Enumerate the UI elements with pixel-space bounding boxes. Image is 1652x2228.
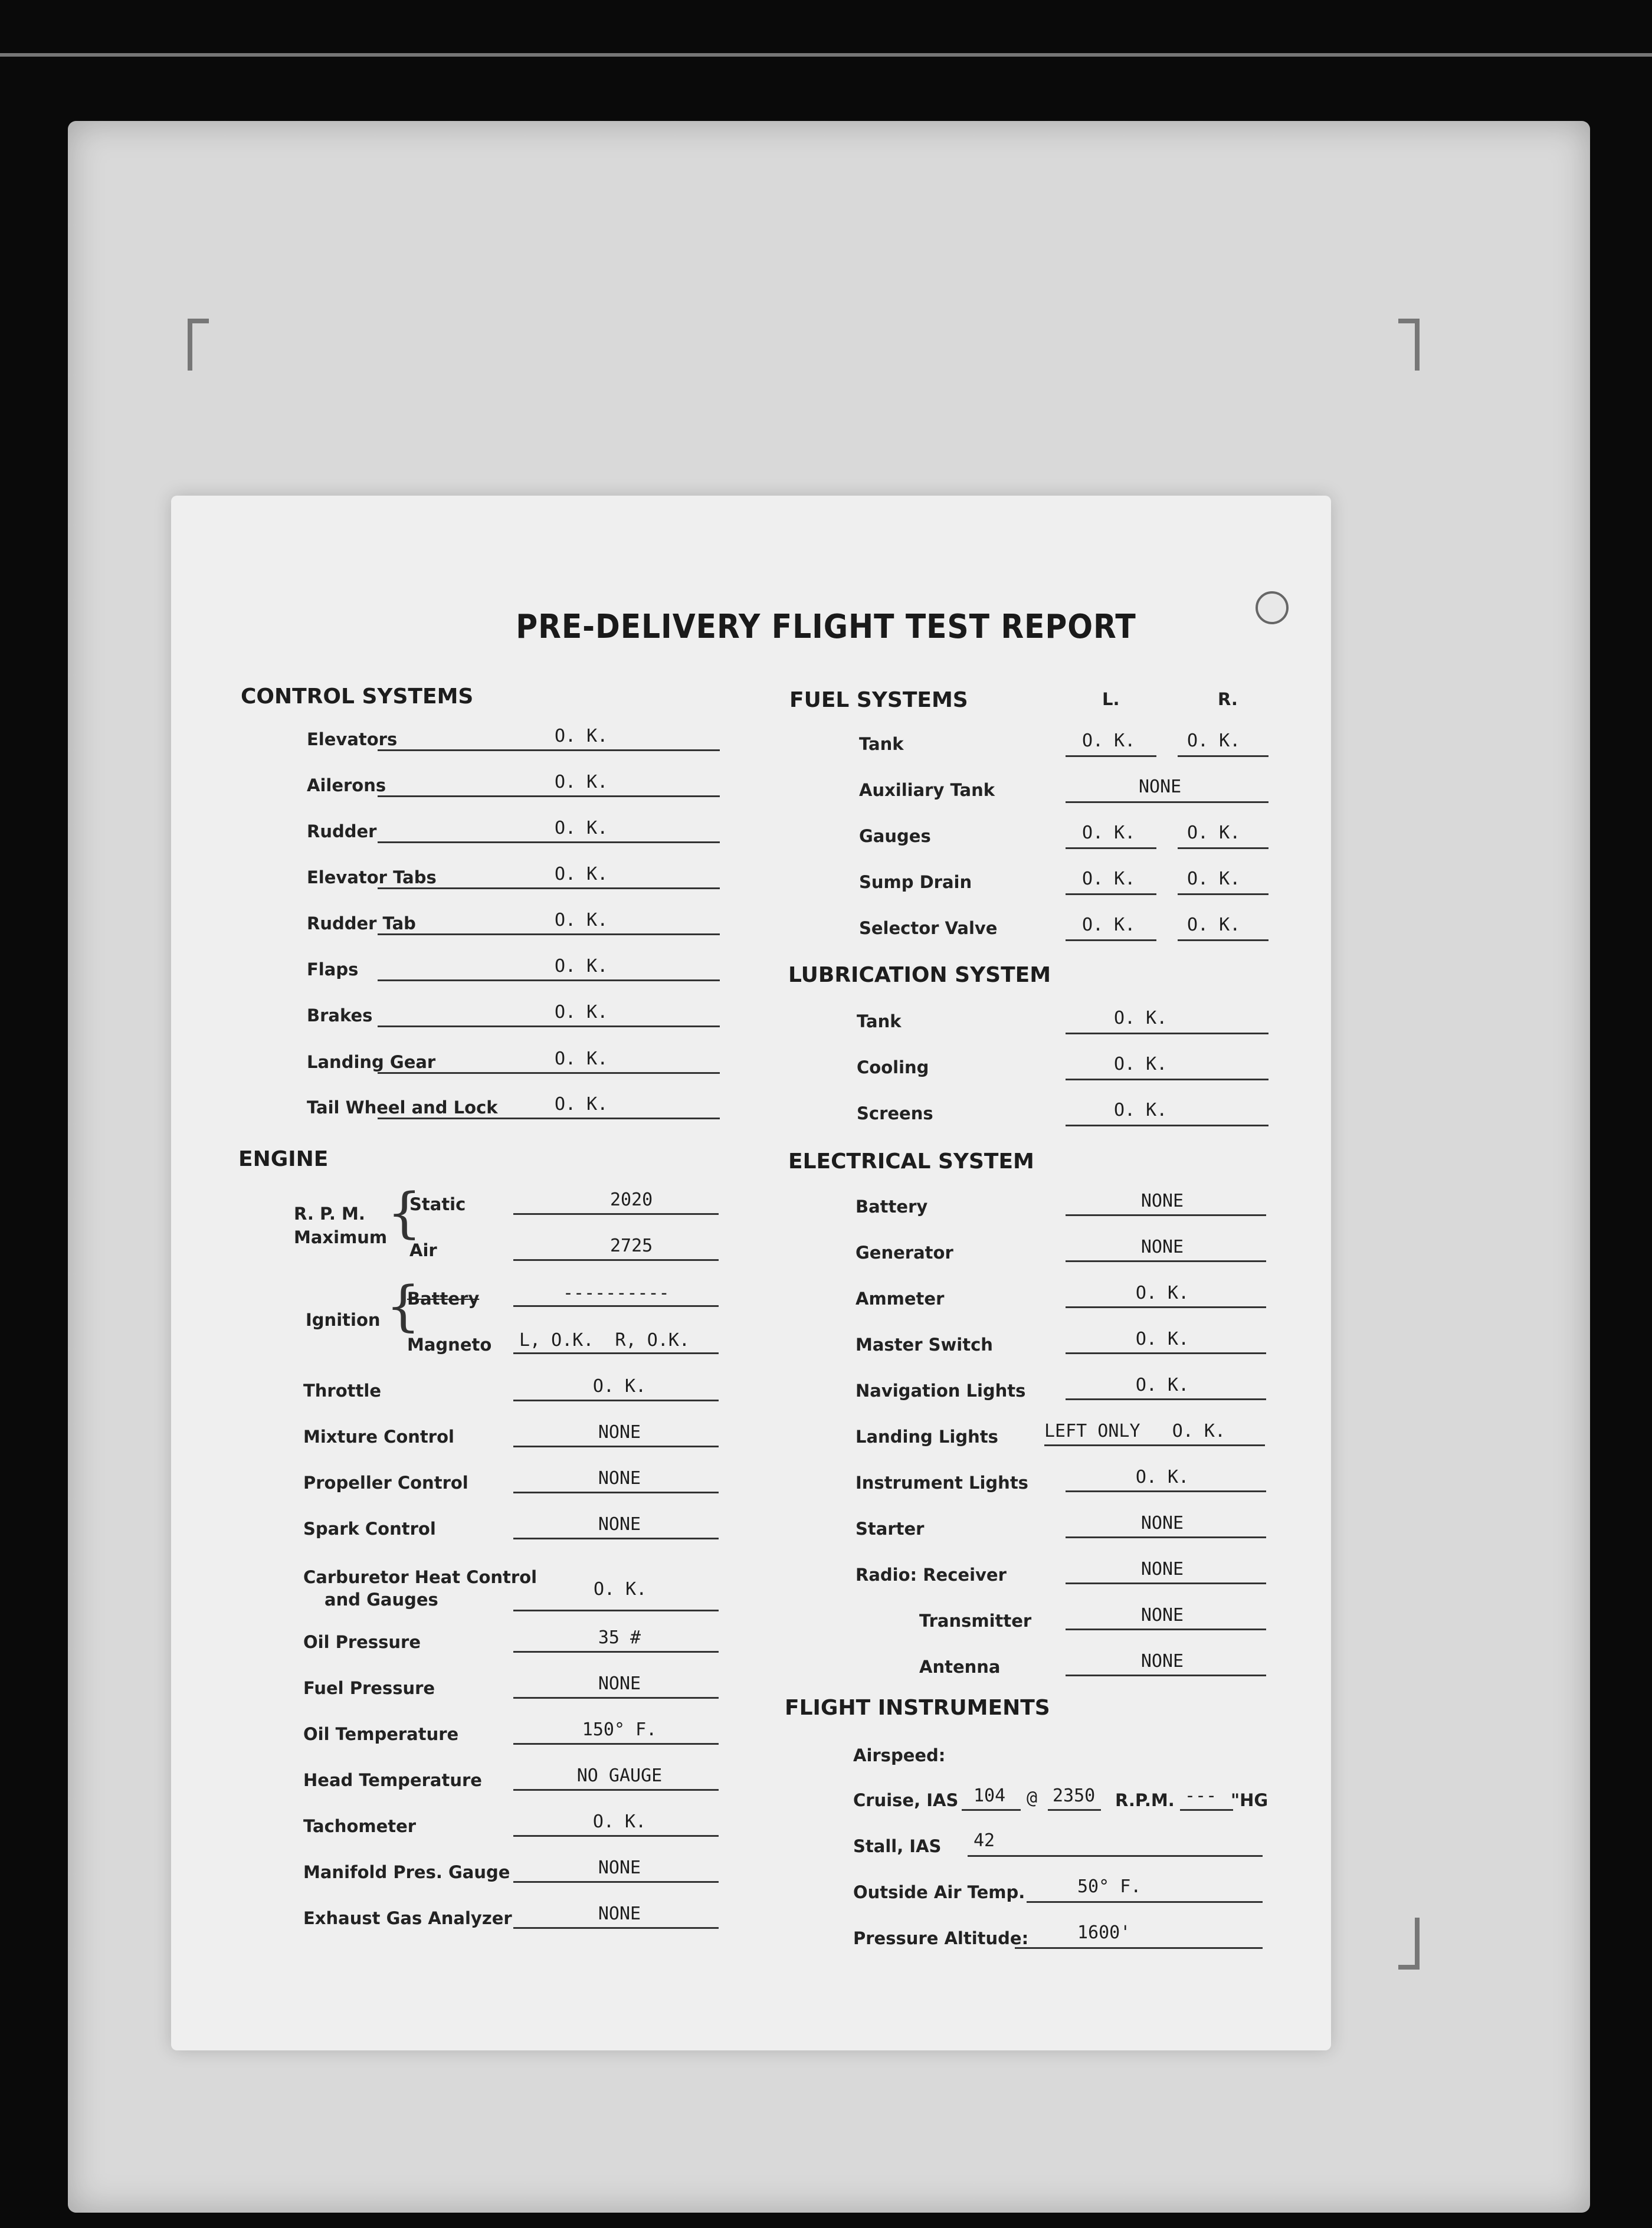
fill-in-line [513,1881,719,1883]
field-label: Tail Wheel and Lock [307,1097,498,1118]
fill-in-line [1066,1306,1266,1308]
section-heading: FUEL SYSTEMS [789,688,968,712]
fill-in-line [513,1697,719,1699]
field-value: NO GAUGE [576,1765,663,1786]
field-value: 1600' [1077,1922,1131,1943]
section-heading: ELECTRICAL SYSTEM [788,1149,1034,1174]
field-value: 2020 [610,1190,653,1210]
fill-in-line [513,1835,719,1837]
field-value: O. K. [555,1094,608,1115]
field-value: O. K. [555,956,608,977]
field-value: O. K. [555,772,608,792]
fill-in-line [378,1072,720,1074]
field-value: O. K. [1114,1008,1168,1028]
field-value: O. K. [1135,1283,1189,1303]
field-label: Fuel Pressure [303,1678,435,1698]
field-label: Sump Drain [859,872,972,892]
field-label: "HG [1231,1790,1268,1810]
field-label: Gauges [859,826,931,846]
field-label: Selector Valve [859,918,998,938]
field-label: Battery [407,1289,480,1309]
field-value: O. K. [555,726,608,746]
field-label: Exhaust Gas Analyzer [303,1908,512,1928]
fill-in-line [513,1446,719,1447]
corner-bracket [1398,1918,1420,1970]
field-value: 35 # [598,1627,641,1648]
fill-in-line [1066,847,1156,849]
field-label: Tank [857,1011,902,1031]
field-value: --- [1185,1785,1217,1806]
field-value: O. K. [1082,730,1136,751]
column-header: R. [1218,689,1238,709]
fill-in-line [1066,1675,1266,1676]
field-label: Auxiliary Tank [859,780,995,800]
fill-in-line [1066,1125,1268,1126]
fill-in-line [1027,1901,1263,1903]
fill-in-line [968,1855,1263,1857]
field-value: NONE [1139,776,1182,797]
field-value: NONE [1140,1605,1184,1626]
section-heading: ENGINE [238,1147,329,1171]
fill-in-line [378,1025,720,1027]
field-label: Radio: Receiver [856,1565,1007,1585]
field-value: O. K. [1135,1329,1189,1349]
fill-in-line [1178,939,1268,941]
field-label: Oil Temperature [303,1724,459,1744]
field-value: L, O.K. R, O.K. [519,1330,690,1351]
field-value: @ [1027,1788,1038,1808]
field-label: Brakes [307,1005,373,1025]
field-value: NONE [598,1468,641,1489]
field-label: Landing Lights [856,1427,998,1447]
fill-in-line [1015,1947,1263,1949]
field-value: NONE [598,1673,641,1694]
fill-in-line [1066,1214,1266,1216]
fill-in-line [1066,1079,1268,1080]
fill-in-line [1066,1260,1266,1262]
fill-in-line [1066,755,1156,757]
field-value: O. K. [555,818,608,838]
field-value: NONE [1140,1513,1184,1534]
field-label: Master Switch [856,1335,993,1355]
fill-in-line [378,749,720,751]
field-label: Cooling [857,1057,929,1077]
field-value: O. K. [594,1579,647,1600]
field-value: 50° F. [1077,1876,1142,1897]
field-value: O. K. [555,864,608,884]
fill-in-line [1066,1536,1266,1538]
field-label: Tank [859,734,904,754]
field-value: O. K. [555,1002,608,1023]
field-label: Maximum [294,1227,388,1247]
field-label: Propeller Control [303,1473,468,1493]
fill-in-line [378,795,720,797]
field-value: 2350 [1053,1785,1096,1806]
field-value: O. K. [555,1049,608,1069]
field-value: 104 [974,1785,1006,1806]
field-value: O. K. [1187,869,1241,889]
fill-in-line [378,933,720,935]
field-label: Stall, IAS [853,1836,942,1856]
field-label: Static [409,1194,466,1214]
field-label: R.P.M. [1115,1790,1175,1810]
column-header: L. [1102,689,1120,709]
fill-in-line [1066,1582,1266,1584]
fill-in-line [513,1789,719,1791]
section-heading: CONTROL SYSTEMS [241,684,474,709]
fill-in-line [1066,1352,1266,1354]
fill-in-line [1066,1398,1266,1400]
field-label: Carburetor Heat Control [303,1567,537,1587]
field-label: Throttle [303,1381,381,1401]
corner-bracket [188,319,209,371]
field-value: NONE [1140,1651,1184,1672]
fill-in-line [513,1492,719,1493]
field-label: Antenna [919,1657,1001,1677]
fill-in-line [962,1809,1021,1811]
field-label: Elevators [307,729,398,749]
field-value: NONE [1140,1237,1184,1257]
field-label: Generator [856,1243,953,1263]
fill-in-line [513,1305,719,1307]
fill-in-line [1066,893,1156,895]
fill-in-line [378,841,720,843]
corner-bracket [1398,319,1420,371]
brace-icon: { [387,1181,422,1244]
field-value: O. K. [1082,869,1136,889]
field-value: O. K. [592,1811,647,1832]
brace-icon: { [386,1274,421,1338]
field-label: Elevator Tabs [307,867,437,887]
field-label: Outside Air Temp. [853,1882,1025,1902]
field-value: O. K. [1082,915,1136,935]
fill-in-line [378,979,720,981]
fill-in-line [1066,1490,1266,1492]
field-value: O. K. [1187,915,1241,935]
fill-in-line [513,1259,719,1261]
field-value: 2725 [610,1236,653,1256]
field-label: Ailerons [307,775,386,795]
field-label: Cruise, IAS [853,1790,959,1810]
field-label: Airspeed: [853,1745,946,1765]
field-value: NONE [1140,1191,1184,1211]
field-label: Pressure Altitude: [853,1928,1029,1948]
fill-in-line [513,1743,719,1745]
field-label: and Gauges [324,1590,438,1610]
fill-in-line [1048,1809,1101,1811]
fill-in-line [378,1118,720,1119]
field-label: Magneto [407,1335,492,1355]
field-label: Screens [857,1103,933,1123]
field-label: Rudder Tab [307,913,416,933]
field-value: O. K. [1082,823,1136,843]
field-value: O. K. [1187,730,1241,751]
fill-in-line [1178,755,1268,757]
fill-in-line [513,1213,719,1215]
field-value: 42 [974,1830,995,1851]
field-label: Flaps [307,959,359,979]
field-label: Tachometer [303,1816,417,1836]
field-label: Head Temperature [303,1770,482,1790]
field-label: Navigation Lights [856,1381,1026,1401]
field-label: Landing Gear [307,1052,436,1072]
field-label: R. P. M. [294,1204,365,1224]
field-label: Spark Control [303,1519,436,1539]
fill-in-line [513,1352,719,1354]
field-value: NONE [598,1514,641,1535]
fill-in-line [1066,939,1156,941]
film-edge [0,53,1652,57]
field-value: NONE [598,1903,641,1924]
fill-in-line [513,1400,719,1401]
fill-in-line [513,1651,719,1653]
fill-in-line [513,1927,719,1929]
field-value: O. K. [592,1376,647,1397]
fill-in-line [513,1538,719,1539]
field-value: NONE [598,1422,641,1443]
report-title: PRE-DELIVERY FLIGHT TEST REPORT [516,608,1136,646]
field-label: Rudder [307,821,377,841]
field-value: O. K. [1135,1375,1189,1395]
field-value: LEFT ONLY O. K. [1044,1421,1226,1441]
section-heading: LUBRICATION SYSTEM [788,963,1051,987]
fill-in-line [1066,1033,1268,1034]
fill-in-line [1178,847,1268,849]
fill-in-line [1066,801,1268,803]
field-label: Transmitter [919,1611,1032,1631]
field-label: Manifold Pres. Gauge [303,1862,510,1882]
field-value: O. K. [1135,1467,1189,1487]
field-value: O. K. [1114,1100,1168,1120]
fill-in-line [1066,1629,1266,1630]
field-value: ---------- [563,1283,670,1303]
field-value: O. K. [1187,823,1241,843]
field-value: O. K. [1114,1054,1168,1074]
fill-in-line [378,887,720,889]
field-label: Oil Pressure [303,1632,421,1652]
field-label: Instrument Lights [856,1473,1028,1493]
field-value: 150° F. [582,1719,657,1740]
field-value: NONE [598,1857,641,1878]
fill-in-line [1044,1444,1265,1446]
field-value: O. K. [555,910,608,930]
field-label: Ammeter [856,1289,945,1309]
field-value: NONE [1140,1559,1184,1580]
fill-in-line [1180,1809,1233,1811]
fill-in-line [1178,893,1268,895]
field-label: Starter [856,1519,925,1539]
field-label: Ignition [306,1310,381,1330]
field-label: Air [409,1240,437,1260]
field-label: Mixture Control [303,1427,454,1447]
fill-in-line [513,1610,719,1611]
section-heading: FLIGHT INSTRUMENTS [785,1696,1050,1720]
field-label: Battery [856,1197,928,1217]
